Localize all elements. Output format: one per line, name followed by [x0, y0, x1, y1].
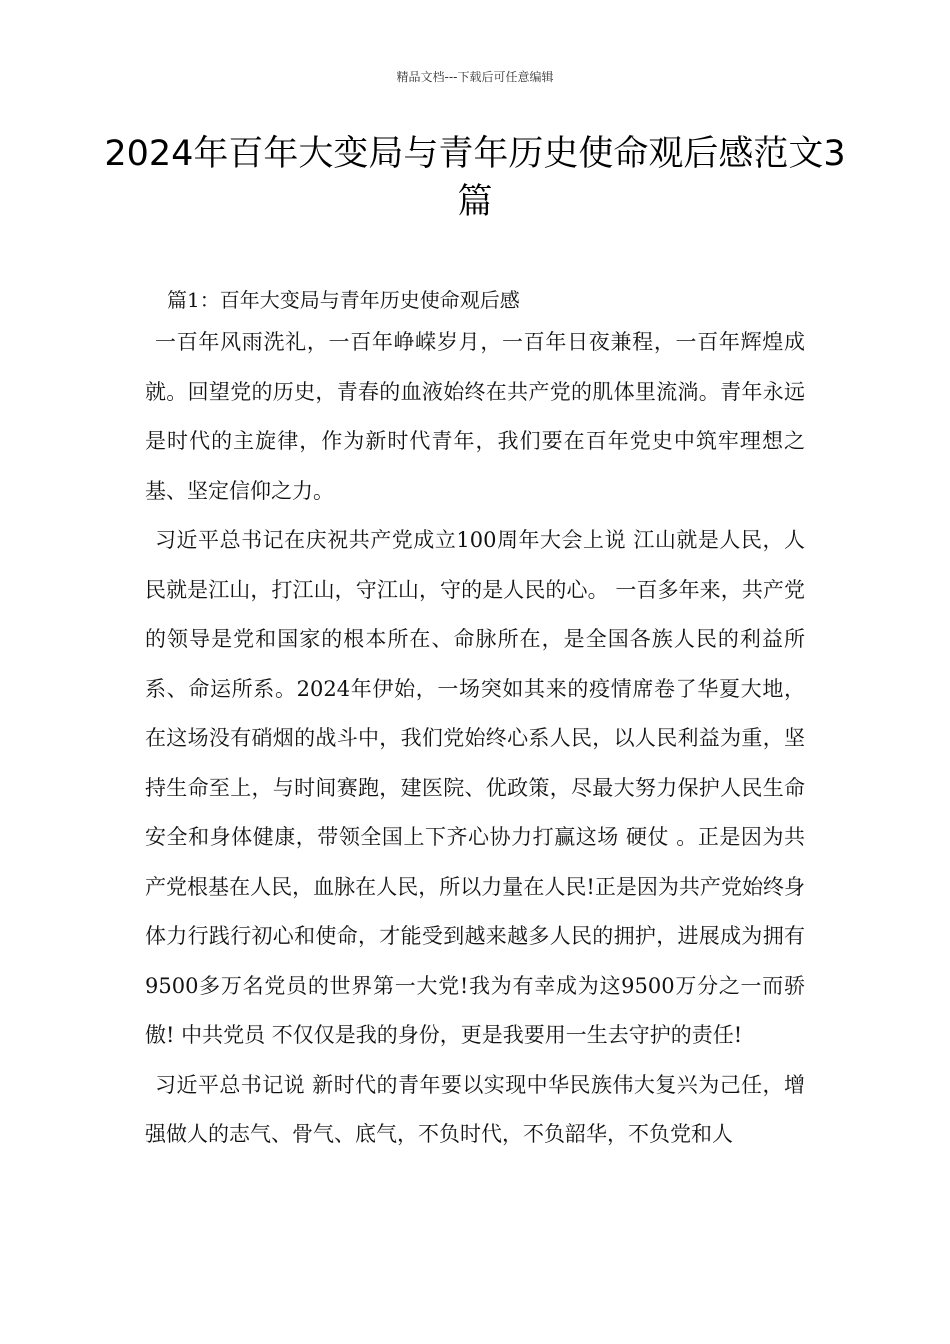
document-title: 2024年百年大变局与青年历史使命观后感范文3篇: [104, 134, 846, 222]
section-title: 篇1：百年大变局与青年历史使命观后感: [167, 288, 520, 312]
document-body: [145, 282, 805, 1160]
header-note: 精品文档---下载后可任意编辑: [396, 70, 554, 84]
paragraph-1: 一百年风雨洗礼，一百年峥嵘岁月，一百年日夜兼程，一百年辉煌成就。回望党的历史，青春的血液始终在共产党的肌体里流淌。青年永远是时代的主旋律，作为新时代青年，我们要在百年党史中筑牢理想之基、坚定信仰之力。: [145, 330, 805, 503]
paragraph-3: 习近平总书记说 新时代的青年要以实现中华民族伟大复兴为己任，增强做人的志气、骨气、底气，不负时代，不负韶华，不负党和人: [145, 1072, 805, 1146]
paragraph-2: 习近平总书记在庆祝共产党成立100周年大会上说 江山就是人民，人民就是江山，打江山，守江山，守的是人民的心。 一百多年来，共产党的领导是党和国家的根本所在、命脉所在，是全国各族人民的利益所系、命运所系。2024年伊始，一场突如其来的疫情席卷了华夏大地，在这场没有硝烟的战斗中，我们党始终心系人民，以人民利益为重，坚持生命至上，与时间赛跑，建医院、优政策，尽最大努力保护人民生命安全和身体健康，带领全国上下齐心协力打赢这场 硬仗 。正是因为共产党根基在人民，血脉在人民，所以力量在人民!正是因为共产党始终身体力行践行初心和使命，才能受到越来越多人民的拥护，进展成为拥有9500多万名党员的世界第一大党!我为有幸成为这9500万分之一而骄傲! 中共党员 不仅仅是我的身份，更是我要用一生去守护的责任!: [145, 528, 805, 1047]
